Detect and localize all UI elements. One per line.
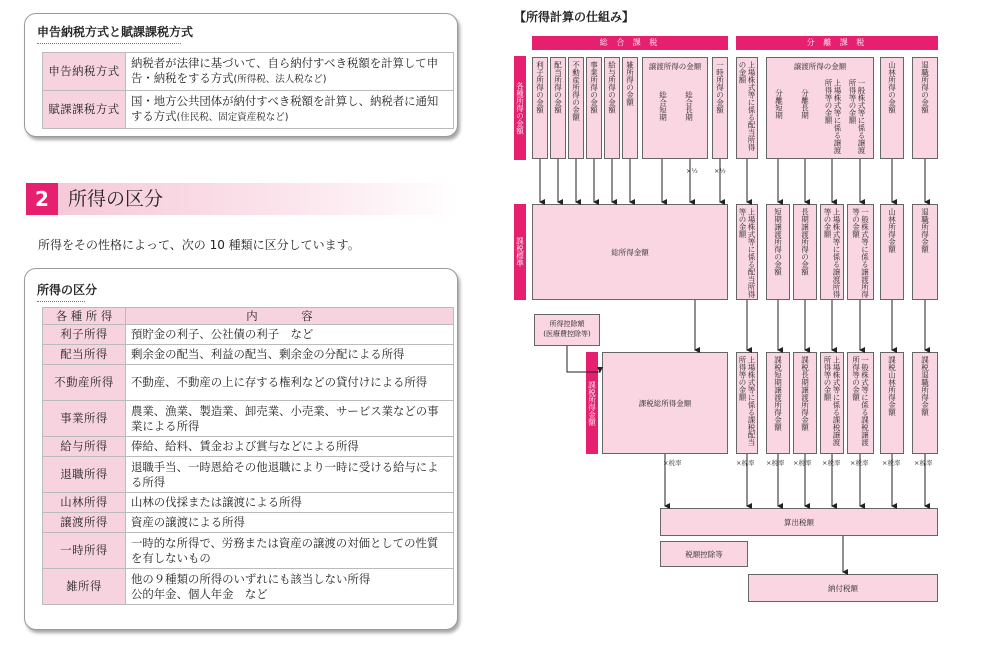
rate-label: ×税率	[850, 459, 869, 467]
transfer-short: 総合短期	[658, 91, 668, 121]
forest-income-box: 山林所得の金額	[880, 57, 904, 159]
row-text: 剰余金の配当、利益の配当、剰余金の分配による所得	[126, 345, 454, 365]
tax-method-title: 申告納税方式と賦課課税方式	[25, 23, 193, 40]
row-label: 賦課課税方式	[43, 91, 126, 129]
std-listed-transfer-box: 上場株式等に係る譲渡所得等の金額	[820, 204, 844, 300]
row-text: 不動産、不動産の上に存する権利などの貸付けによる所得	[126, 365, 454, 401]
std-retirement-box: 退職所得金額	[912, 204, 938, 300]
row-label: 給与所得	[43, 437, 126, 457]
calculated-tax-box: 算出税額	[660, 508, 938, 536]
sep-listed-transfer: 上場株式等に係る譲渡所得等の金額	[824, 79, 842, 154]
taxable-total-box: 課税総所得金額	[602, 352, 728, 454]
header-cell: 各 種 所 得	[43, 308, 126, 325]
misc-income-box: 雑所得の金額	[622, 57, 638, 159]
row-label: 事業所得	[43, 401, 126, 437]
transfer-long: 総合長期	[684, 91, 694, 121]
row-text: 国・地方公共団体が納付すべき税額を計算し、納税者に通知する方式(住民税、固定資産税など)	[126, 91, 454, 129]
side-taxable-label: 課税所得金額	[586, 352, 598, 454]
side-income-label: 各種所得の金額	[514, 56, 526, 160]
general-tax-header: 総 合 課 税	[532, 36, 728, 50]
sep-general-transfer: 一般株式等に係る譲渡所得等の金額	[848, 79, 866, 154]
payable-tax-box: 納付税額	[748, 574, 938, 602]
half-label: ×½	[714, 167, 726, 175]
flow-title: 【所得計算の仕組み】	[514, 10, 635, 24]
tx-retirement-box: 課税退職所得金額	[912, 352, 938, 454]
rate-label: ×税率	[663, 459, 682, 467]
row-text: 一時的な所得で、労務または資産の譲渡の対価としての性質を有しないもの	[126, 533, 454, 569]
row-label: 一時所得	[43, 533, 126, 569]
row-label: 配当所得	[43, 345, 126, 365]
interest-income-box: 利子所得の金額	[532, 57, 548, 159]
row-text: 納税者が法律に基づいて、自ら納付すべき税額を計算して申告・納税をする方式(所得税、法人税など)	[126, 53, 454, 91]
row-text: 農業、漁業、製造業、卸売業、小売業、サービス業などの事業による所得	[126, 401, 454, 437]
tx-listed-transfer-box: 上場株式等に係る課税譲渡所得等の金額	[820, 352, 844, 454]
row-label: 利子所得	[43, 325, 126, 345]
std-listed-dividend-box: 上場株式等に係る配当所得等の金額	[736, 204, 758, 300]
half-label: ×½	[686, 167, 698, 175]
tx-short-box: 課税短期譲渡所得金額	[766, 352, 790, 454]
tx-general-transfer-box: 一般株式等に係る課税譲渡所得等の金額	[847, 352, 874, 454]
section-number: 2	[26, 183, 58, 215]
row-text: 他の９種類の所得のいずれにも該当しない所得 公的年金、個人年金 など	[126, 569, 454, 605]
sep-short: 分離短期	[774, 89, 784, 119]
side-standard-label: 課税標準	[514, 204, 526, 300]
deduction-note: (医療費控除等)	[543, 330, 591, 338]
rate-label: ×税率	[736, 459, 755, 467]
row-label: 不動産所得	[43, 365, 126, 401]
std-forest-box: 山林所得金額	[880, 204, 904, 300]
row-label: 山林所得	[43, 493, 126, 513]
row-text: 退職手当、一時恩給その他退職により一時に受ける給与による所得	[126, 457, 454, 493]
rate-label: ×税率	[882, 459, 901, 467]
std-long-box: 長期譲渡所得の金額	[793, 204, 817, 300]
sep-long: 分離長期	[800, 89, 810, 119]
rate-label: ×税率	[766, 459, 785, 467]
rate-label: ×税率	[914, 459, 933, 467]
income-types-title: 所得の区分	[25, 281, 97, 298]
total-income-box: 総所得金額	[532, 204, 728, 300]
row-label: 申告納税方式	[43, 53, 126, 91]
section-title: 所得の区分	[68, 188, 164, 210]
tx-forest-box: 課税山林所得金額	[880, 352, 904, 454]
listed-dividend-box: 上場株式等に係る配当所得の金額	[736, 57, 758, 159]
business-income-box: 事業所得の金額	[586, 57, 602, 159]
row-text: 預貯金の利子、公社債の利子 など	[126, 325, 454, 345]
std-short-box: 短期譲渡所得の金額	[766, 204, 790, 300]
row-text: 山林の伐採または譲渡による所得	[126, 493, 454, 513]
row-label: 雑所得	[43, 569, 126, 605]
retirement-income-box: 退職所得の金額	[912, 57, 938, 159]
tx-listed-dividend-box: 上場株式等に係る課税配当所得等の金額	[736, 352, 758, 454]
transfer-title: 譲渡所得の金額	[648, 61, 702, 71]
row-text: 資産の譲渡による所得	[126, 513, 454, 533]
header-cell: 内 容	[126, 308, 454, 325]
std-general-transfer-box: 一般株式等に係る譲渡所得等の金額	[847, 204, 874, 300]
salary-income-box: 給与所得の金額	[604, 57, 620, 159]
row-label: 退職所得	[43, 457, 126, 493]
row-text: 俸給、給料、賃金および賞与などによる所得	[126, 437, 454, 457]
rate-label: ×税率	[822, 459, 841, 467]
section-intro: 所得をその性格によって、次の 10 種類に区分しています。	[38, 238, 360, 252]
row-label: 譲渡所得	[43, 513, 126, 533]
dividend-income-box: 配当所得の金額	[550, 57, 566, 159]
sep-transfer-title: 譲渡所得の金額	[793, 61, 847, 71]
tax-credit-box: 税額控除等	[660, 541, 748, 567]
separate-tax-header: 分 離 課 税	[736, 36, 938, 50]
deduction-label: 所得控除額	[549, 320, 585, 328]
one-time-income-box: 一時所得の金額	[712, 57, 728, 159]
tx-long-box: 課税長期譲渡所得金額	[793, 352, 817, 454]
real-estate-income-box: 不動産所得の金額	[568, 57, 584, 159]
rate-label: ×税率	[793, 459, 812, 467]
